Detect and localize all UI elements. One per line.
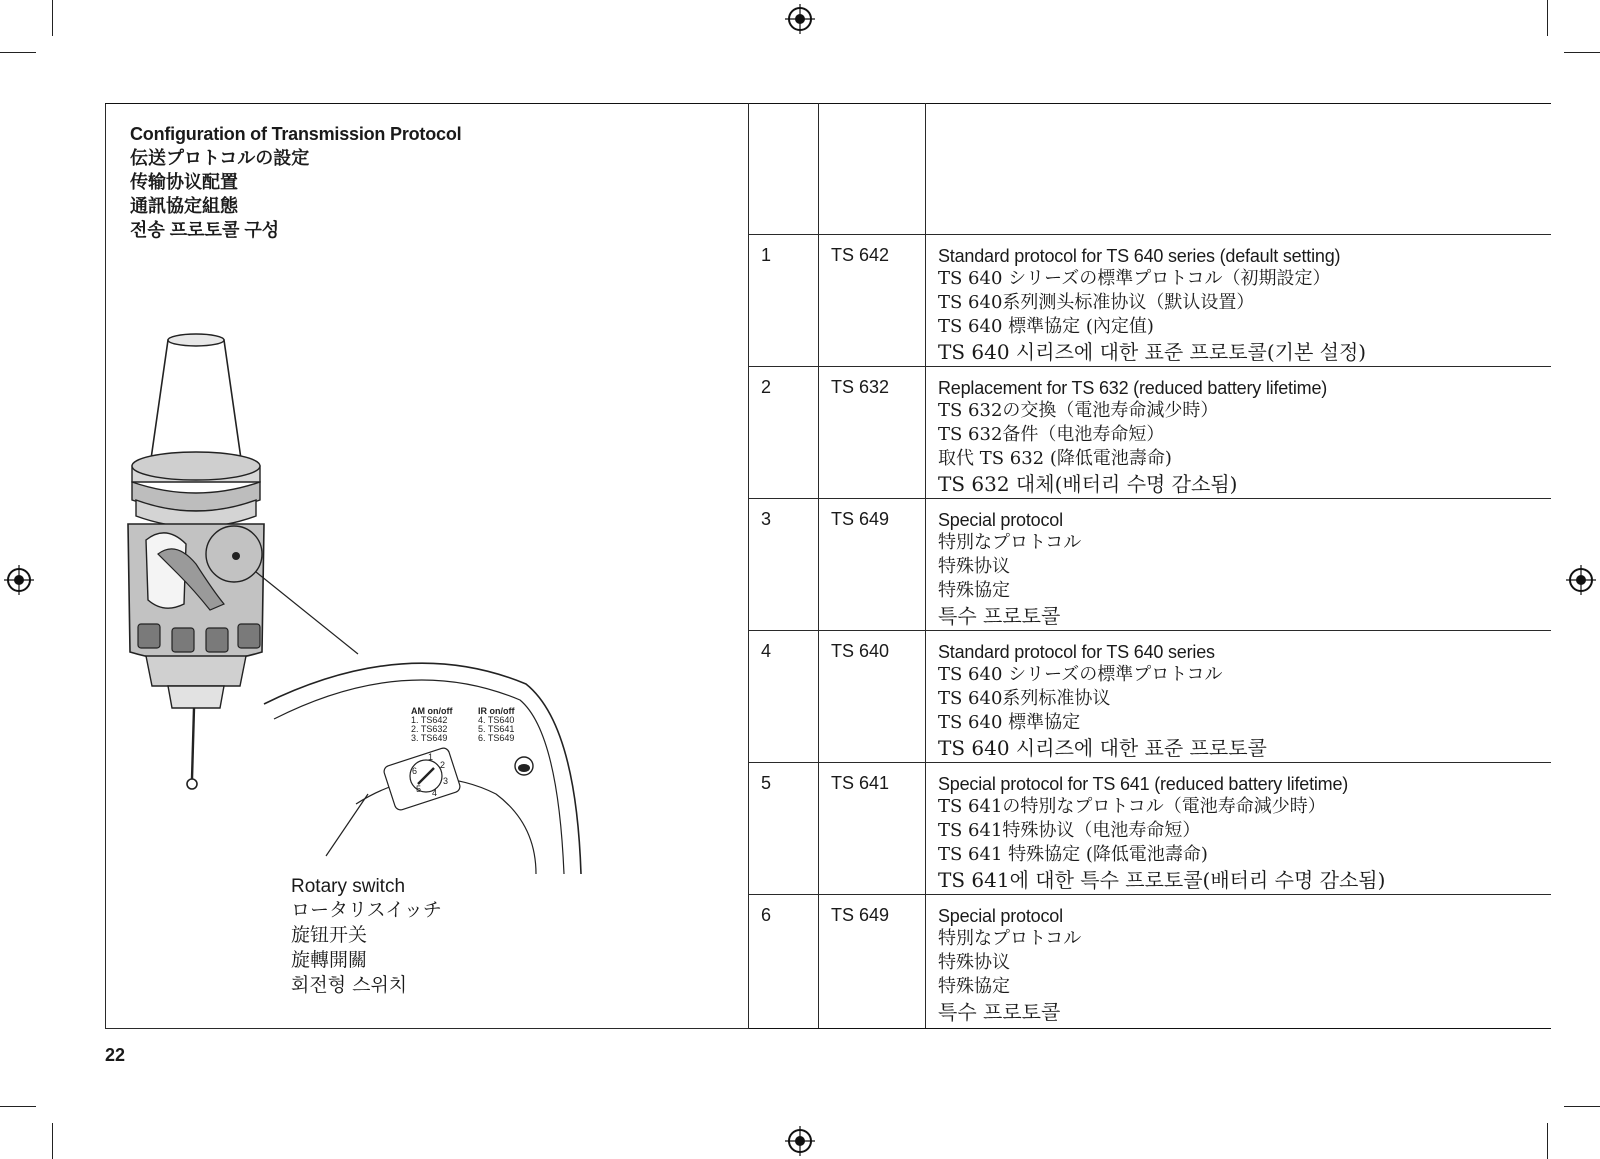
row-model: TS 640: [819, 631, 926, 763]
rotary-switch-ko: 회전형 스위치: [291, 974, 408, 996]
switch-am-item: 3. TS649: [411, 733, 448, 743]
desc-zh-cn: 特殊协议: [938, 952, 1010, 973]
header-cell: [749, 104, 819, 235]
rotary-switch-ja: ロータリスイッチ: [291, 899, 442, 921]
switch-ir-item: 4. TS640: [478, 715, 515, 725]
desc-zh-tw: TS 641 特殊協定 (降低電池壽命): [938, 844, 1208, 865]
svg-text:2: 2: [440, 760, 446, 770]
svg-text:5: 5: [416, 784, 422, 794]
row-model: TS 632: [819, 367, 926, 499]
crop-mark: [1564, 52, 1600, 53]
desc-en: Special protocol: [938, 510, 1063, 530]
title-zh-tw: 通訊協定組態: [130, 196, 238, 216]
row-model: TS 649: [819, 895, 926, 1029]
row-number: 5: [749, 763, 819, 895]
row-description: [926, 631, 1551, 763]
header-cell: [819, 104, 926, 235]
rotary-switch-caption: [291, 876, 442, 998]
desc-zh-tw: TS 640 標準協定 (內定值): [938, 316, 1154, 337]
registration-mark-icon: [785, 4, 815, 34]
desc-ko: 특수 프로토콜: [938, 604, 1061, 628]
desc-ko: TS 640 시리즈에 대한 표준 프로토콜: [938, 736, 1267, 760]
crop-mark: [1547, 1123, 1548, 1159]
title-ko: 전송 프로토콜 구성: [130, 220, 280, 240]
crop-mark: [1547, 0, 1548, 36]
row-description: [926, 367, 1551, 499]
rotary-switch-en: Rotary switch: [291, 876, 406, 897]
desc-zh-cn: 特殊协议: [938, 556, 1010, 577]
registration-mark-icon: [1566, 565, 1596, 595]
row-number: 6: [749, 895, 819, 1029]
desc-ja: 特別なプロトコル: [938, 532, 1082, 553]
desc-zh-tw: 特殊協定: [938, 580, 1010, 601]
svg-text:3: 3: [443, 776, 449, 786]
registration-mark-icon: [4, 565, 34, 595]
desc-ko: TS 640 시리즈에 대한 표준 프로토콜(기본 설정): [938, 340, 1367, 364]
title-zh-cn: 传输协议配置: [130, 172, 238, 192]
desc-zh-tw: TS 640 標準協定: [938, 712, 1081, 733]
row-description: [926, 499, 1551, 631]
rotary-switch-zh-tw: 旋轉開關: [291, 949, 368, 971]
switch-am-item: 1. TS642: [411, 715, 448, 725]
desc-zh-tw: 取代 TS 632 (降低電池壽命): [938, 448, 1172, 469]
row-number: 1: [749, 235, 819, 367]
desc-zh-cn: TS 641特殊协议（电池寿命短）: [938, 820, 1201, 841]
row-description: [926, 895, 1551, 1029]
desc-ja: TS 641の特別なプロトコル（電池寿命減少時）: [938, 796, 1326, 817]
desc-ja: TS 640 シリーズの標準プロトコル: [938, 664, 1223, 685]
desc-ko: TS 641에 대한 특수 프로토콜(배터리 수명 감소됨): [938, 868, 1386, 892]
protocol-table: [105, 103, 1551, 1029]
crop-mark: [1564, 1106, 1600, 1107]
crop-mark: [52, 0, 53, 36]
crop-mark: [52, 1123, 53, 1159]
desc-zh-cn: TS 640系列测头标准协议（默认设置）: [938, 292, 1255, 313]
desc-zh-cn: TS 640系列标准协议: [938, 688, 1111, 709]
desc-ja: TS 640 シリーズの標準プロトコル（初期設定）: [938, 268, 1331, 289]
switch-ir-item: 5. TS641: [478, 724, 515, 734]
row-model: TS 641: [819, 763, 926, 895]
desc-ko: TS 632 대체(배터리 수명 감소됨): [938, 472, 1238, 496]
crop-mark: [0, 52, 36, 53]
row-description: [926, 763, 1551, 895]
illustration-cell: [106, 104, 749, 1029]
svg-text:6: 6: [412, 766, 418, 776]
row-model: TS 642: [819, 235, 926, 367]
row-number: 2: [749, 367, 819, 499]
row-number: 3: [749, 499, 819, 631]
title-ja: 伝送プロトコルの設定: [130, 148, 310, 168]
page-number: 22: [105, 1045, 126, 1065]
desc-zh-tw: 特殊協定: [938, 976, 1010, 997]
row-number: 4: [749, 631, 819, 763]
row-model: TS 649: [819, 499, 926, 631]
switch-header-ir: IR on/off: [478, 706, 515, 716]
registration-mark-icon: [785, 1126, 815, 1156]
rotary-switch-zh-cn: 旋钮开关: [291, 924, 368, 946]
desc-en: Standard protocol for TS 640 series (default setting): [938, 246, 1341, 266]
switch-am-item: 2. TS632: [411, 724, 448, 734]
title-en: Configuration of Transmission Protocol: [130, 124, 462, 144]
desc-zh-cn: TS 632备件（电池寿命短）: [938, 424, 1165, 445]
desc-ja: 特別なプロトコル: [938, 928, 1082, 949]
switch-header-am: AM on/off: [411, 706, 453, 716]
desc-ko: 특수 프로토콜: [938, 1000, 1061, 1024]
header-cell: [926, 104, 1551, 235]
svg-text:1: 1: [428, 752, 434, 762]
desc-en: Replacement for TS 632 (reduced battery lifetime): [938, 378, 1328, 398]
switch-ir-item: 6. TS649: [478, 733, 515, 743]
crop-mark: [0, 1106, 36, 1107]
desc-en: Standard protocol for TS 640 series: [938, 642, 1215, 662]
desc-ja: TS 632の交換（電池寿命減少時）: [938, 400, 1219, 421]
desc-en: Special protocol: [938, 906, 1063, 926]
desc-en: Special protocol for TS 641 (reduced battery lifetime): [938, 774, 1349, 794]
svg-text:4: 4: [432, 788, 438, 798]
row-description: [926, 235, 1551, 367]
